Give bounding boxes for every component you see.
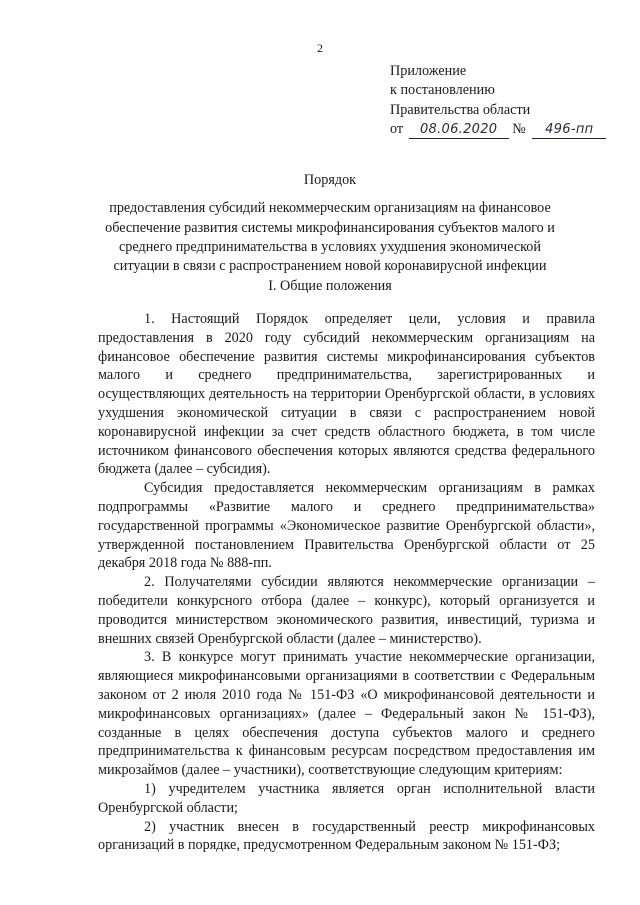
from-label: от [390,120,404,137]
paragraph-4: 3. В конкурсе могут принимать участие некоммерческие организации, являющиеся микрофинансовыми организациями в соответствии с Федеральным законом от 2 июля 2010 года № 151-ФЗ «О микрофинансовой деятельности и микрофинансовых организациях» (далее – Федеральный закон № 151-ФЗ), созданные в целях обеспечения доступа субъектов малого и среднего предпринимательства к финансовым ресурсам посредством предоставления им микрозаймов (далее – участники), соответствующие следующим критериям: [98,649,595,779]
appendix-line-2: к постановлению [390,82,495,99]
appendix-line-3: Правительства области [390,101,531,118]
paragraph-3: 2. Получателями субсидии являются некоммерческие организации – победители конкурсного отбора (далее – конкурс), который организуется и проводится министерством экономического развития, инвестиций, туризма и внешних связей Оренбургской области (далее – министерство). [98,574,595,647]
title-line-1: предоставления субсидий некоммерческим организациям на финансовое [109,200,551,217]
paragraph-1: 1. Настоящий Порядок определяет цели, условия и правила предоставления в 2020 году субсидий некоммерческим организациям на финансовое обеспечение развития системы микрофинансирования субъектов малого и среднего предпринимательства, зарегистрированных и осуществляющих деятельность на территории Оренбургской области, в условиях ухудшения экономической ситуации в связи с распространением новой коронавирусной инфекции за счет средств областного бюджета, в том числе источником финансового обеспечения которых являются средства федерального бюджета (далее – субсидия). [98,311,595,478]
page-number: 2 [317,41,323,55]
title-line-3: среднего предпринимательства в условиях ухудшения экономической [119,238,541,255]
document-body [98,310,595,855]
number-label: № [512,120,526,137]
title-line-2: обеспечение развития системы микрофинансирования субъектов малого и [105,219,555,236]
appendix-line-1: Приложение [390,63,467,79]
handwritten-date: 08.06.2020 [409,122,509,139]
paragraph-2: Субсидия предоставляется некоммерческим организациям в рамках подпрограммы «Развитие малого и среднего предпринимательства» государственной программы «Экономическое развитие Оренбургской области», утвержденной постановлением Правительства Оренбургской области от 25 декабря 2018 года № 888-пп. [98,480,595,572]
section-title: I. Общие положения [268,278,392,294]
appendix-date-number-line [390,120,620,139]
document-title [100,171,560,276]
paragraph-6: 2) участник внесен в государственный реестр микрофинансовых организаций в порядке, предусмотренном Федеральным законом № 151-ФЗ; [98,818,595,854]
title-heading: Порядок [303,172,357,188]
paragraph-5: 1) учредителем участника является орган исполнительной власти Оренбургской области; [98,780,595,816]
handwritten-number: 496-пп [532,122,606,139]
appendix-header [390,62,620,139]
title-line-4: ситуации в связи с распространением новой коронавирусной инфекции [113,258,547,275]
